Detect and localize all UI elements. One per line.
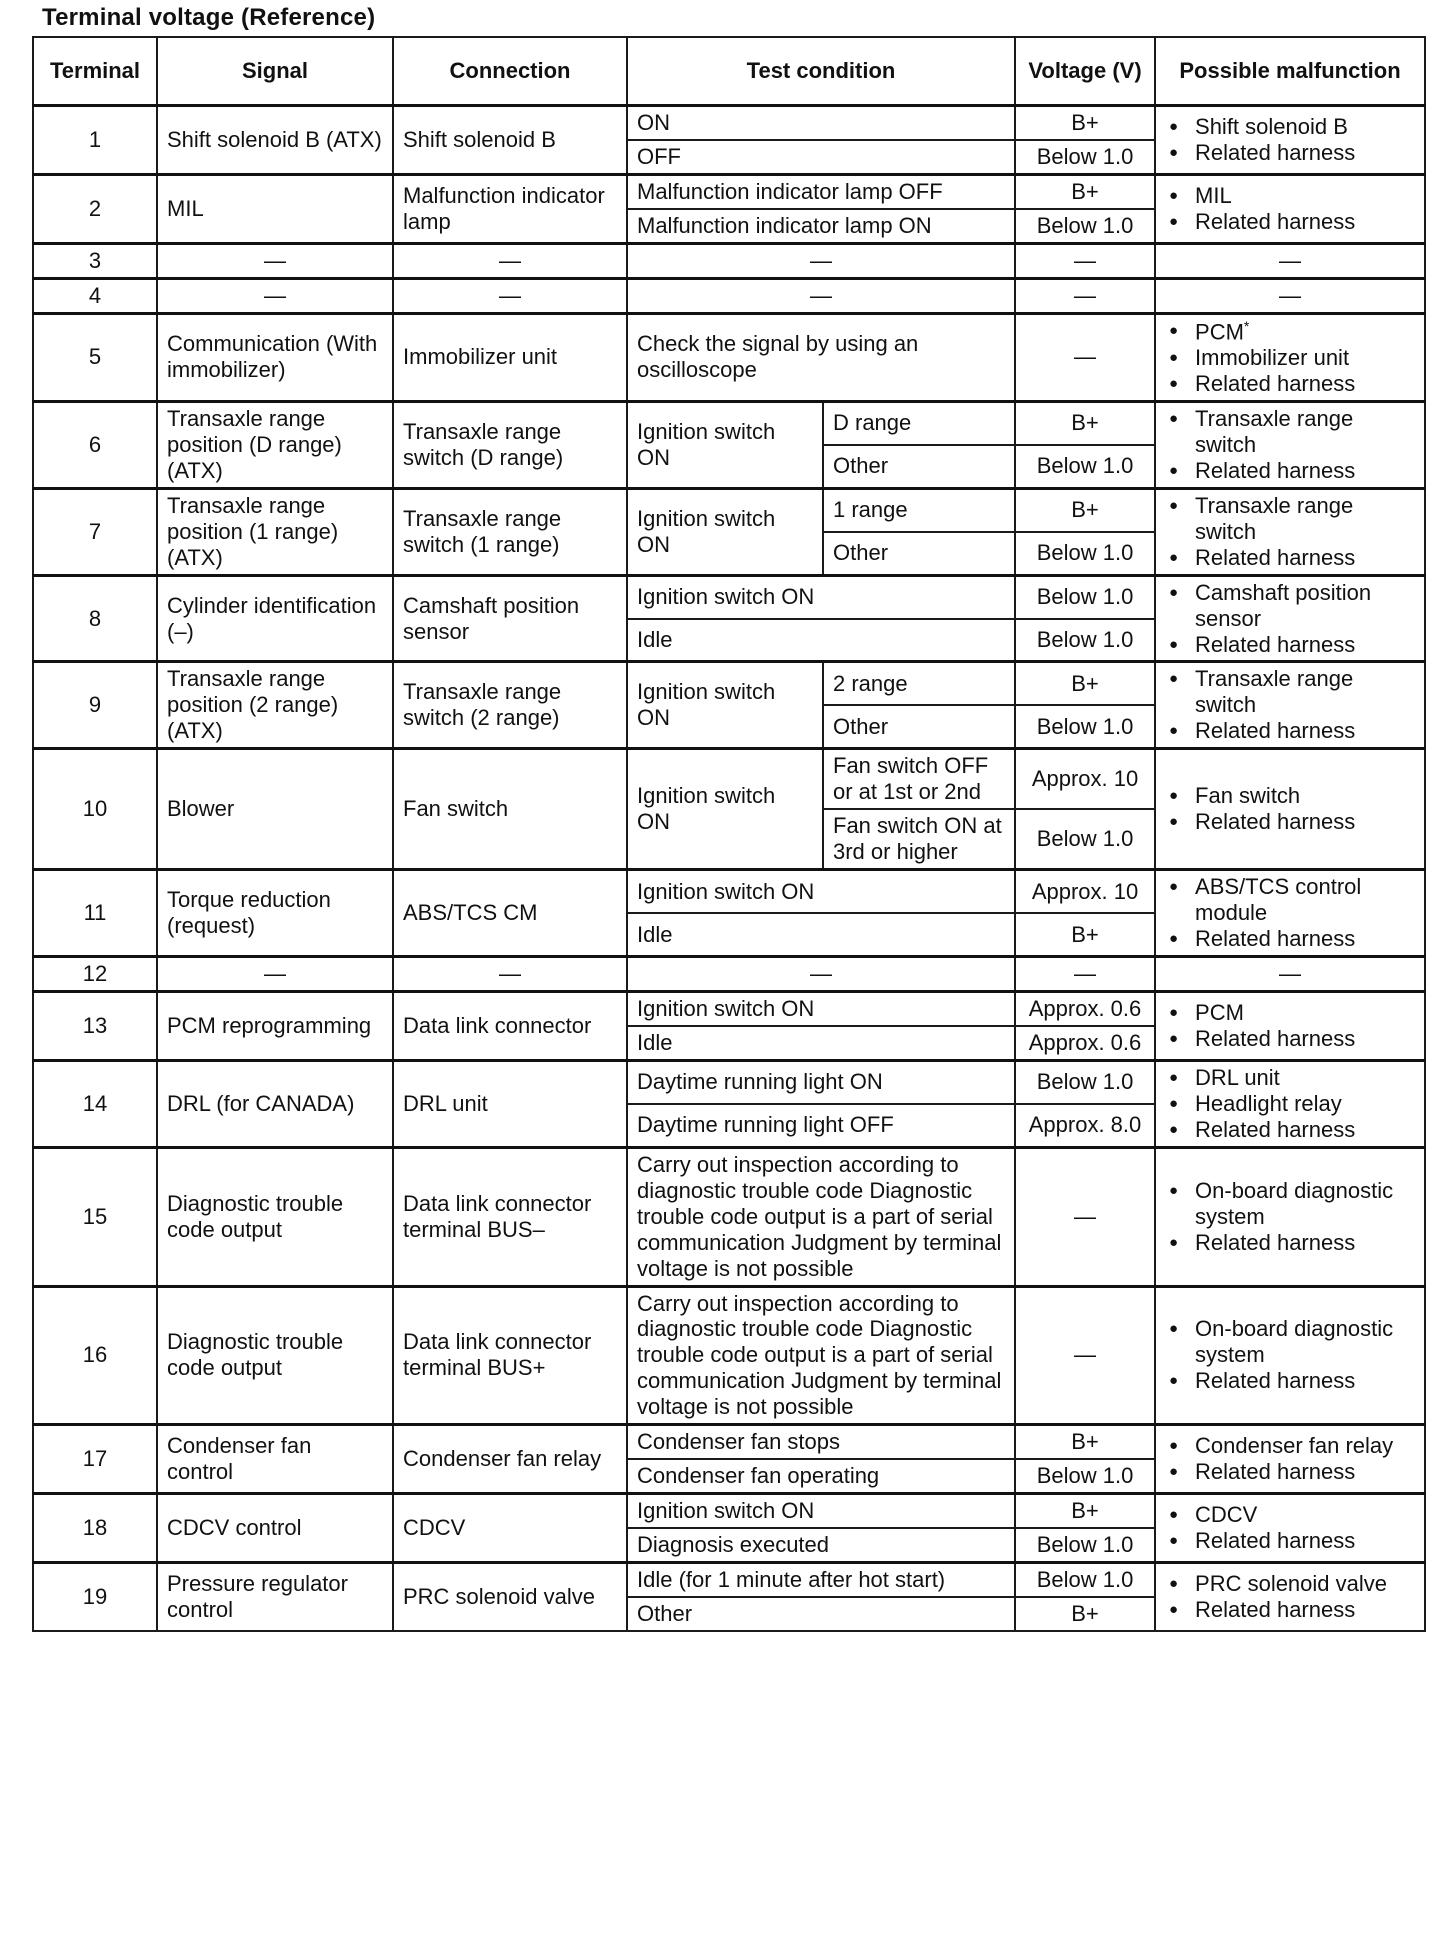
test-condition-cell: Condenser fan operating xyxy=(627,1459,1015,1493)
malfunction-item: ● PCM* xyxy=(1195,318,1415,345)
test-condition-cell: Idle xyxy=(627,1026,1015,1060)
test-condition-cell: Ignition switch ON xyxy=(627,488,823,575)
malfunction-item: ● Related harness xyxy=(1195,458,1415,484)
connection-cell: Immobilizer unit xyxy=(393,313,627,401)
table-row xyxy=(33,106,1425,140)
table-row xyxy=(33,1494,1425,1528)
table-row xyxy=(33,1060,1425,1103)
malfunction-item: ● Fan switch xyxy=(1195,783,1415,809)
voltage-cell: Below 1.0 xyxy=(1015,532,1155,575)
signal-cell: PCM reprogramming xyxy=(157,991,393,1060)
malfunction-cell xyxy=(1155,488,1425,575)
terminal-number: 2 xyxy=(33,174,157,243)
malfunction-item: ● Transaxle range switch xyxy=(1195,666,1415,718)
test-condition-cell: Malfunction indicator lamp OFF xyxy=(627,174,1015,208)
connection-cell: CDCV xyxy=(393,1494,627,1563)
malfunction-cell xyxy=(1155,575,1425,662)
malfunction-item: ● On-board diagnostic system xyxy=(1195,1178,1415,1230)
malfunction-item: ● Related harness xyxy=(1195,632,1415,658)
malfunction-item: ● Related harness xyxy=(1195,371,1415,397)
malfunction-cell xyxy=(1155,1147,1425,1286)
voltage-cell: Approx. 0.6 xyxy=(1015,1026,1155,1060)
terminal-number: 16 xyxy=(33,1286,157,1425)
voltage-cell: B+ xyxy=(1015,1425,1155,1459)
connection-cell: Malfunction indicator lamp xyxy=(393,174,627,243)
malfunction-cell xyxy=(1155,1563,1425,1631)
test-condition-cell: Ignition switch ON xyxy=(627,662,823,749)
voltage-cell: B+ xyxy=(1015,174,1155,208)
malfunction-item: ● Related harness xyxy=(1195,140,1415,166)
terminal-number: 4 xyxy=(33,278,157,313)
malfunction-item: ● MIL xyxy=(1195,183,1415,209)
malfunction-cell xyxy=(1155,662,1425,749)
voltage-cell: Below 1.0 xyxy=(1015,705,1155,748)
empty-dash: — xyxy=(393,957,627,992)
malfunction-item: ● Related harness xyxy=(1195,718,1415,744)
table-row xyxy=(33,1147,1425,1286)
voltage-cell: B+ xyxy=(1015,488,1155,531)
voltage-cell: Below 1.0 xyxy=(1015,1459,1155,1493)
terminal-number: 15 xyxy=(33,1147,157,1286)
empty-dash: — xyxy=(393,243,627,278)
empty-dash: — xyxy=(157,957,393,992)
empty-dash: — xyxy=(627,278,1015,313)
malfunction-cell xyxy=(1155,749,1425,870)
test-condition-cell: Ignition switch ON xyxy=(627,991,1015,1025)
terminal-number: 8 xyxy=(33,575,157,662)
table-row xyxy=(33,313,1425,401)
signal-cell: Torque reduction (request) xyxy=(157,870,393,957)
table-row xyxy=(33,1563,1425,1597)
connection-cell: Data link connector xyxy=(393,991,627,1060)
empty-dash: — xyxy=(1155,278,1425,313)
terminal-number: 11 xyxy=(33,870,157,957)
terminal-number: 7 xyxy=(33,488,157,575)
test-condition-cell: Ignition switch ON xyxy=(627,749,823,870)
sub-condition-cell: Other xyxy=(823,705,1015,748)
signal-cell: MIL xyxy=(157,174,393,243)
voltage-cell: Approx. 8.0 xyxy=(1015,1104,1155,1147)
voltage-cell: — xyxy=(1015,1286,1155,1425)
malfunction-cell xyxy=(1155,991,1425,1060)
terminal-number: 17 xyxy=(33,1425,157,1494)
sub-condition-cell: Fan switch ON at 3rd or higher xyxy=(823,809,1015,869)
table-row xyxy=(33,401,1425,444)
header-test-condition: Test condition xyxy=(627,37,1015,106)
test-condition-cell: Ignition switch ON xyxy=(627,401,823,488)
connection-cell: Camshaft position sensor xyxy=(393,575,627,662)
signal-cell: Diagnostic trouble code output xyxy=(157,1286,393,1425)
malfunction-cell xyxy=(1155,1425,1425,1494)
malfunction-item: ● Related harness xyxy=(1195,1230,1415,1256)
voltage-cell: Below 1.0 xyxy=(1015,445,1155,488)
test-condition-cell: Other xyxy=(627,1597,1015,1631)
malfunction-item: ● Related harness xyxy=(1195,1459,1415,1485)
terminal-number: 14 xyxy=(33,1060,157,1147)
test-condition-cell: Ignition switch ON xyxy=(627,1494,1015,1528)
empty-dash: — xyxy=(157,243,393,278)
voltage-cell: B+ xyxy=(1015,1597,1155,1631)
malfunction-item: ● Camshaft position sensor xyxy=(1195,580,1415,632)
malfunction-cell xyxy=(1155,1286,1425,1425)
malfunction-item: ● Transaxle range switch xyxy=(1195,406,1415,458)
voltage-cell: Approx. 10 xyxy=(1015,749,1155,809)
signal-cell: Blower xyxy=(157,749,393,870)
terminal-number: 1 xyxy=(33,106,157,175)
malfunction-item: ● Headlight relay xyxy=(1195,1091,1415,1117)
malfunction-item: ● Related harness xyxy=(1195,926,1415,952)
connection-cell: Transaxle range switch (2 range) xyxy=(393,662,627,749)
test-condition-cell: ON xyxy=(627,106,1015,140)
malfunction-cell xyxy=(1155,313,1425,401)
signal-cell: Cylinder identification (–) xyxy=(157,575,393,662)
connection-cell: Data link connector terminal BUS+ xyxy=(393,1286,627,1425)
terminal-number: 13 xyxy=(33,991,157,1060)
table-row xyxy=(33,662,1425,705)
voltage-cell: Below 1.0 xyxy=(1015,1528,1155,1562)
malfunction-cell xyxy=(1155,174,1425,243)
empty-dash: — xyxy=(393,278,627,313)
voltage-cell: — xyxy=(1015,313,1155,401)
connection-cell: Shift solenoid B xyxy=(393,106,627,175)
test-condition-cell: Carry out inspection according to diagnostic trouble code Diagnostic trouble code output is a part of serial communication Judgment by terminal voltage is not possible xyxy=(627,1286,1015,1425)
voltage-cell: Below 1.0 xyxy=(1015,140,1155,174)
empty-dash: — xyxy=(1015,278,1155,313)
header-row xyxy=(33,37,1425,106)
connection-cell: Fan switch xyxy=(393,749,627,870)
test-condition-cell: Idle xyxy=(627,913,1015,956)
voltage-cell: Below 1.0 xyxy=(1015,209,1155,243)
table-row xyxy=(33,575,1425,618)
table-row xyxy=(33,749,1425,809)
terminal-number: 9 xyxy=(33,662,157,749)
empty-dash: — xyxy=(627,957,1015,992)
malfunction-item: ● Related harness xyxy=(1195,1026,1415,1052)
test-condition-cell: Daytime running light ON xyxy=(627,1060,1015,1103)
connection-cell: ABS/TCS CM xyxy=(393,870,627,957)
test-condition-cell: Malfunction indicator lamp ON xyxy=(627,209,1015,243)
header-malfunction: Possible malfunction xyxy=(1155,37,1425,106)
table-row xyxy=(33,1425,1425,1459)
malfunction-item: ● Condenser fan relay xyxy=(1195,1433,1415,1459)
test-condition-cell: Condenser fan stops xyxy=(627,1425,1015,1459)
malfunction-cell xyxy=(1155,106,1425,175)
empty-dash: — xyxy=(1155,957,1425,992)
empty-dash: — xyxy=(1015,243,1155,278)
terminal-number: 19 xyxy=(33,1563,157,1631)
malfunction-item: ● Immobilizer unit xyxy=(1195,345,1415,371)
connection-cell: Condenser fan relay xyxy=(393,1425,627,1494)
sub-condition-cell: 2 range xyxy=(823,662,1015,705)
sub-condition-cell: 1 range xyxy=(823,488,1015,531)
malfunction-item: ● Related harness xyxy=(1195,1597,1415,1623)
test-condition-cell: Ignition switch ON xyxy=(627,575,1015,618)
signal-cell: CDCV control xyxy=(157,1494,393,1563)
voltage-cell: B+ xyxy=(1015,913,1155,956)
table-row xyxy=(33,991,1425,1025)
test-condition-cell: OFF xyxy=(627,140,1015,174)
test-condition-cell: Idle (for 1 minute after hot start) xyxy=(627,1563,1015,1597)
terminal-number: 12 xyxy=(33,957,157,992)
sub-condition-cell: Other xyxy=(823,445,1015,488)
malfunction-cell xyxy=(1155,401,1425,488)
table-row xyxy=(33,870,1425,913)
sub-condition-cell: D range xyxy=(823,401,1015,444)
voltage-cell: B+ xyxy=(1015,106,1155,140)
voltage-cell: Below 1.0 xyxy=(1015,809,1155,869)
terminal-number: 3 xyxy=(33,243,157,278)
header-signal: Signal xyxy=(157,37,393,106)
malfunction-cell xyxy=(1155,1060,1425,1147)
malfunction-cell xyxy=(1155,1494,1425,1563)
test-condition-cell: Check the signal by using an oscilloscope xyxy=(627,313,1015,401)
malfunction-item: ● PRC solenoid valve xyxy=(1195,1571,1415,1597)
malfunction-item: ● CDCV xyxy=(1195,1502,1415,1528)
table-row xyxy=(33,174,1425,208)
malfunction-item: ● Related harness xyxy=(1195,809,1415,835)
table-row xyxy=(33,957,1425,992)
malfunction-item: ● Related harness xyxy=(1195,209,1415,235)
signal-cell: Condenser fan control xyxy=(157,1425,393,1494)
header-connection: Connection xyxy=(393,37,627,106)
page-title: Terminal voltage (Reference) xyxy=(42,4,376,31)
table-row xyxy=(33,243,1425,278)
sub-condition-cell: Other xyxy=(823,532,1015,575)
malfunction-item: ● Transaxle range switch xyxy=(1195,493,1415,545)
table-row xyxy=(33,1286,1425,1425)
voltage-cell: Below 1.0 xyxy=(1015,1060,1155,1103)
voltage-cell: Approx. 10 xyxy=(1015,870,1155,913)
table-row xyxy=(33,278,1425,313)
malfunction-item: ● DRL unit xyxy=(1195,1065,1415,1091)
header-terminal: Terminal xyxy=(33,37,157,106)
terminal-number: 5 xyxy=(33,313,157,401)
malfunction-cell xyxy=(1155,870,1425,957)
header-voltage: Voltage (V) xyxy=(1015,37,1155,106)
malfunction-item: ● Related harness xyxy=(1195,1368,1415,1394)
voltage-cell: B+ xyxy=(1015,1494,1155,1528)
empty-dash: — xyxy=(1015,957,1155,992)
footnote-star: * xyxy=(1243,317,1250,334)
test-condition-cell: Ignition switch ON xyxy=(627,870,1015,913)
voltage-cell: B+ xyxy=(1015,662,1155,705)
malfunction-item: ● On-board diagnostic system xyxy=(1195,1316,1415,1368)
signal-cell: Transaxle range position (2 range) (ATX) xyxy=(157,662,393,749)
signal-cell: Communication (With immobilizer) xyxy=(157,313,393,401)
signal-cell: Shift solenoid B (ATX) xyxy=(157,106,393,175)
empty-dash: — xyxy=(1155,243,1425,278)
connection-cell: Data link connector terminal BUS– xyxy=(393,1147,627,1286)
malfunction-item: ● Related harness xyxy=(1195,1117,1415,1143)
malfunction-item: ● PCM xyxy=(1195,1000,1415,1026)
test-condition-cell: Diagnosis executed xyxy=(627,1528,1015,1562)
voltage-cell: B+ xyxy=(1015,401,1155,444)
test-condition-cell: Daytime running light OFF xyxy=(627,1104,1015,1147)
malfunction-item: ● Related harness xyxy=(1195,545,1415,571)
voltage-cell: Approx. 0.6 xyxy=(1015,991,1155,1025)
terminal-number: 18 xyxy=(33,1494,157,1563)
signal-cell: Transaxle range position (1 range) (ATX) xyxy=(157,488,393,575)
voltage-cell: — xyxy=(1015,1147,1155,1286)
signal-cell: Transaxle range position (D range) (ATX) xyxy=(157,401,393,488)
signal-cell: DRL (for CANADA) xyxy=(157,1060,393,1147)
terminal-number: 6 xyxy=(33,401,157,488)
voltage-cell: Below 1.0 xyxy=(1015,1563,1155,1597)
voltage-cell: Below 1.0 xyxy=(1015,575,1155,618)
connection-cell: Transaxle range switch (D range) xyxy=(393,401,627,488)
connection-cell: PRC solenoid valve xyxy=(393,1563,627,1631)
terminal-voltage-table xyxy=(32,36,1426,1632)
table-row xyxy=(33,488,1425,531)
empty-dash: — xyxy=(157,278,393,313)
malfunction-item: ● Shift solenoid B xyxy=(1195,114,1415,140)
voltage-cell: Below 1.0 xyxy=(1015,619,1155,662)
sub-condition-cell: Fan switch OFF or at 1st or 2nd xyxy=(823,749,1015,809)
empty-dash: — xyxy=(627,243,1015,278)
terminal-number: 10 xyxy=(33,749,157,870)
malfunction-item: ● ABS/TCS control module xyxy=(1195,874,1415,926)
malfunction-item: ● Related harness xyxy=(1195,1528,1415,1554)
connection-cell: DRL unit xyxy=(393,1060,627,1147)
test-condition-cell: Carry out inspection according to diagnostic trouble code Diagnostic trouble code output is a part of serial communication Judgment by terminal voltage is not possible xyxy=(627,1147,1015,1286)
connection-cell: Transaxle range switch (1 range) xyxy=(393,488,627,575)
test-condition-cell: Idle xyxy=(627,619,1015,662)
signal-cell: Diagnostic trouble code output xyxy=(157,1147,393,1286)
signal-cell: Pressure regulator control xyxy=(157,1563,393,1631)
